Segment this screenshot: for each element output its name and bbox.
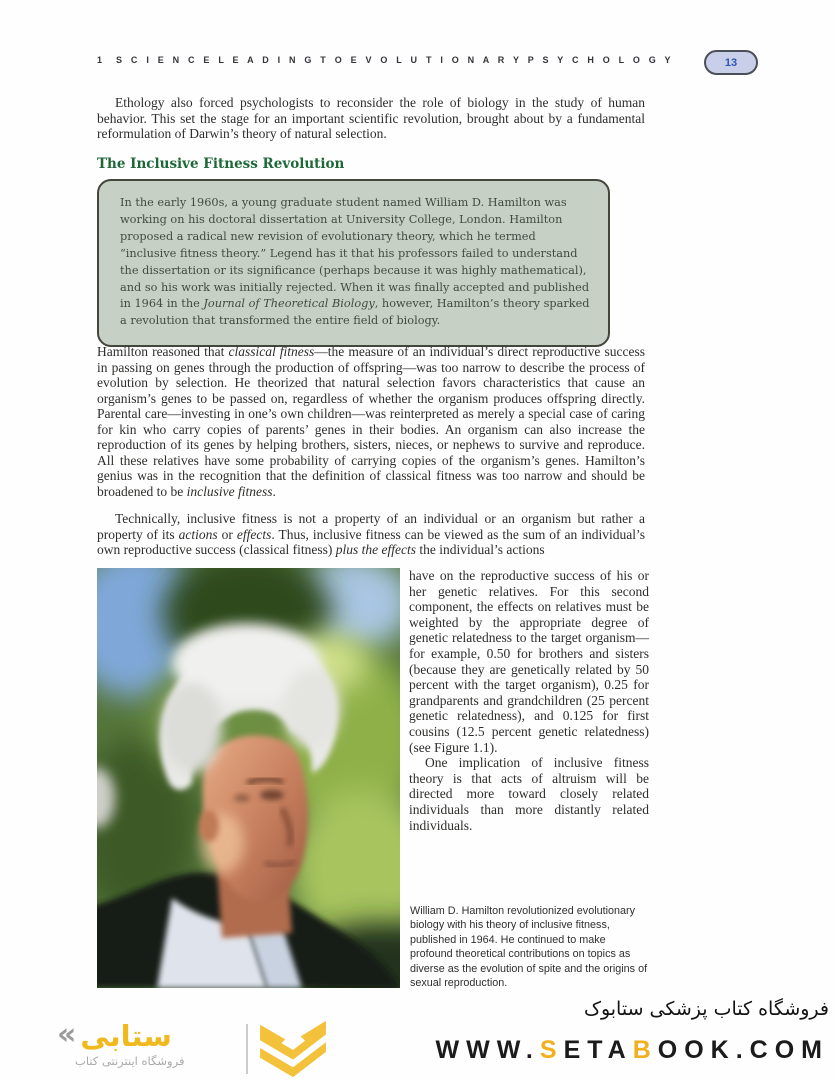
wrap-paragraph-1: have on the reproductive success of his or her genetic relatives. For this second component, the effects on relatives must be weighted by the appropriate degree of genetic relatedness to the target organism—for example, 0.50 for brothers and sisters (because they are genetically related by 50 percent with the target organism), 0.25 for grandparents and grandchildren (25 percent genetic relatedness), and 0.125 for first cousins (12.5 percent genetic relatedness) (see Figure 1.1). — [409, 568, 649, 755]
paragraph-technically: Technically, inclusive fitness is not a property of an individual or an organism but rather a property of its actions or effects. Thus, inclusive fitness can be viewed as the sum of an individual’s own reproductive success (classical fitness) plus the effects the individual’s actions — [97, 511, 645, 557]
footer-divider — [246, 1024, 248, 1074]
brand-chevron-svg — [256, 1019, 330, 1079]
setabook-logo — [57, 1017, 185, 1068]
photo-caption: William D. Hamilton revolutionized evolutionary biology with his theory of inclusive fitness, published in 1964. He continued to make profound theoretical contributions on topics as diverse as the evolution of spite and the origins of sexual reproduction. — [410, 905, 648, 990]
running-title: S C I E N C E L E A D I N G T O E V O L U T I O N A R Y P S Y C H O L O G Y — [116, 55, 674, 65]
chapter-number: 1 — [97, 55, 103, 65]
logo-wordmark: ستابی — [80, 1019, 172, 1053]
paragraph-hamilton-block — [97, 344, 645, 499]
website-url: WWW.SETABOOK.COM — [435, 1036, 829, 1064]
logo-chevron-icon: « — [57, 1017, 77, 1052]
william-hamilton-photo — [97, 568, 400, 988]
intro-paragraph-block — [97, 95, 645, 142]
page-number: 13 — [724, 56, 738, 69]
running-head — [97, 55, 674, 65]
callout-box — [97, 179, 610, 347]
paragraph-hamilton: Hamilton reasoned that classical fitness—the measure of an individual’s direct reproductive success in passing on genes through the production of offspring—was too narrow to describe the process of evolution by selection. He theorized that natural selection favors characteristics that cause an organism’s genes to be passed on, regardless of whether the organism produces offspring directly. Parental care—investing in one’s own children—was reinterpreted as merely a special case of caring for kin who carry copies of parents’ genes in their bodies. An organism can also increase the reproduction of its genes by helping brothers, sisters, nieces, or nephews to survive and reproduce. All these relatives have some probability of carrying copies of the organism’s genes. Hamilton’s genius was in the recognition that the definition of classical fitness was too narrow and should be broadened to be inclusive fitness. — [97, 344, 645, 499]
logo-tagline: فروشگاه اینترنتی کتاب — [75, 1054, 185, 1068]
wrap-paragraph-2: One implication of inclusive fitness theory is that acts of altruism will be directed more toward closely related individuals than more distantly related individuals. — [409, 755, 649, 833]
intro-paragraph: Ethology also forced psychologists to reconsider the role of biology in the study of human behavior. This set the stage for an important scientific revolution, brought about by a fundamental reformulation of Darwin’s theory of natural selection. — [97, 95, 645, 141]
page-number-badge — [704, 50, 758, 75]
paragraph-technically-block — [97, 511, 645, 558]
store-name-farsi: فروشگاه کتاب پزشکی ستابوک — [583, 998, 829, 1020]
callout-text: In the early 1960s, a young graduate student named William D. Hamilton was working on his doctoral dissertation at University College, London. Hamilton proposed a radical new revision of evolutionary theory, which he termed “inclusive fitness theory.” Legend has it that his professors failed to understand the dissertation or its significance (perhaps because it was highly mathematical), and so his work was initially rejected. When it was finally accepted and published in 1964 in the Journal of Theoretical Biology, however, Hamilton’s theory sparked a revolution that transformed the entire field of biology. — [120, 196, 590, 328]
section-heading: The Inclusive Fitness Revolution — [97, 156, 345, 172]
brand-chevron-icon — [256, 1019, 330, 1084]
portrait-photo-svg — [97, 568, 400, 988]
